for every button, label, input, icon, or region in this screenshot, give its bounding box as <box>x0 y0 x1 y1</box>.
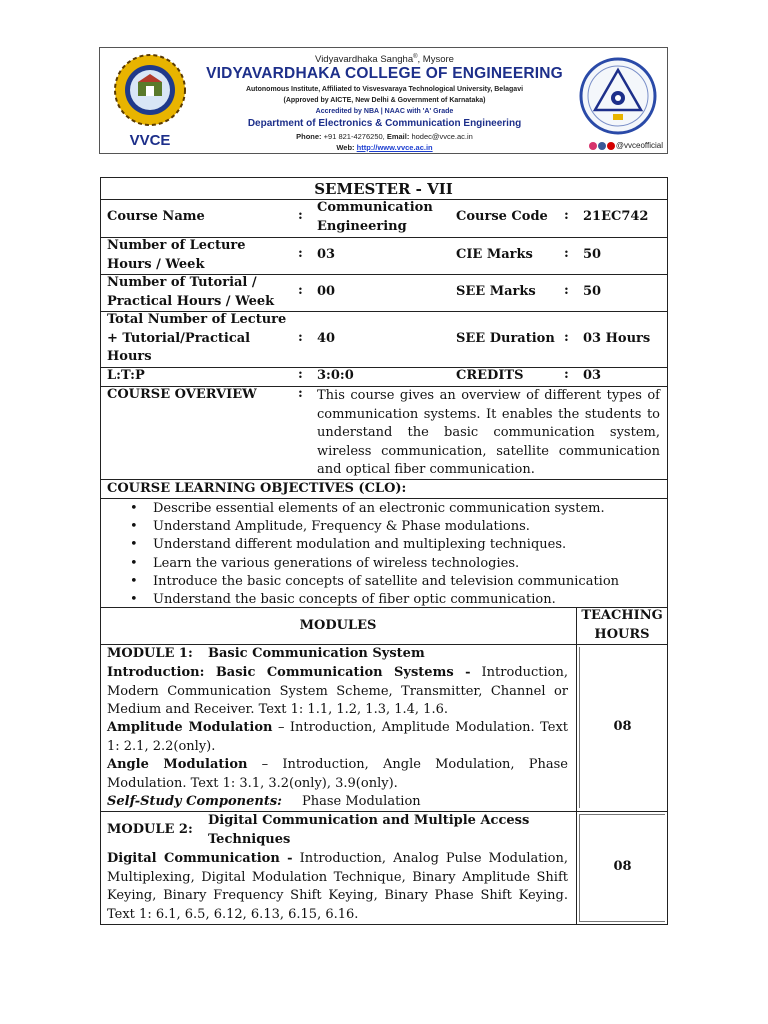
college-header-banner <box>99 47 668 154</box>
credits-label: CREDITS <box>456 368 524 383</box>
see-duration-value: 03 Hours <box>583 331 651 346</box>
semester-title: SEMESTER - VII <box>314 180 453 198</box>
teaching-hours-column-header: TEACHING HOURS <box>581 608 663 642</box>
website-link[interactable]: http://www.vvce.ac.in <box>356 143 433 152</box>
module-1-title: Basic Communication System <box>208 646 425 661</box>
department-name: Department of Electronics & Communication Engineering <box>247 118 522 129</box>
module-1-angle-modulation: Angle Modulation – Introduction, Angle Modulation, Phase Modulation. Text 1: 3.1, 3.2(only), 3.9(only). <box>107 757 568 791</box>
list-item: • Learn the various generations of wireless technologies. <box>106 555 666 573</box>
modules-column-header: MODULES <box>299 618 377 633</box>
approval-text: (Approved by AICTE, New Delhi & Government of Karnataka) <box>283 97 486 104</box>
contact-line: Phone: +91 821-4276250, Email: hodec@vvce.ac.in <box>296 132 473 141</box>
module-1-introduction: Introduction: Basic Communication Systems - Introduction, Modern Communication System Scheme, Transmitter, Channel or Medium and Receiver. Text 1: 1.1, 1.2, 1.3, 1.4, 1.6. <box>107 665 569 717</box>
course-overview-text: This course gives an overview of different types of communication systems. It enables the students to understand the basic communication system, wireless communication, satellite communication and optical fiber communication. <box>317 388 660 477</box>
accreditation-text: Accredited by NBA | NAAC with 'A' Grade <box>315 108 454 115</box>
module-2-hours: 08 <box>613 859 632 874</box>
colon: : <box>298 246 303 261</box>
instagram-icon[interactable] <box>589 142 597 150</box>
web-line: Web: http://www.vvce.ac.in <box>336 143 433 152</box>
colon: : <box>298 208 303 223</box>
ltp-value: 3:0:0 <box>317 368 354 383</box>
module-2-title: Digital Communication and Multiple Access Techniques <box>208 813 530 847</box>
module-1-label: MODULE 1: <box>107 646 193 661</box>
lecture-hours-value: 03 <box>317 247 336 262</box>
clo-list <box>106 500 666 609</box>
sangha-name: Vidyavardhaka Sangha®, Mysore <box>315 54 454 66</box>
colon: : <box>298 330 303 345</box>
colon: : <box>298 386 303 401</box>
svg-text:VVCE: VVCE <box>129 132 171 149</box>
course-name-label: Course Name <box>107 209 205 224</box>
module-1-hours: 08 <box>613 719 632 734</box>
list-item: • Understand the basic concepts of fiber optic communication. <box>106 591 666 609</box>
youtube-icon[interactable] <box>607 142 615 150</box>
module-1-amplitude-modulation: Amplitude Modulation – Introduction, Amplitude Modulation. Text 1: 2.1, 2.2(only). <box>107 720 569 754</box>
affiliation-text: Autonomous Institute, Affiliated to Visvesvaraya Technological University, Belagavi <box>245 86 524 93</box>
ltp-label: L:T:P <box>107 368 145 383</box>
colon: : <box>298 283 303 298</box>
colon: : <box>564 330 569 345</box>
colon: : <box>298 367 303 382</box>
total-hours-value: 40 <box>317 331 336 346</box>
colon: : <box>564 208 569 223</box>
course-code-value: 21EC742 <box>583 209 649 224</box>
department-emblem <box>575 56 661 142</box>
clo-heading: COURSE LEARNING OBJECTIVES (CLO): <box>107 481 407 496</box>
tutorial-hours-value: 00 <box>317 284 336 299</box>
credits-value: 03 <box>583 368 602 383</box>
college-name: VIDYAVARDHAKA COLLEGE OF ENGINEERING <box>206 65 563 82</box>
tutorial-hours-label: Number of Tutorial / Practical Hours / Week <box>107 275 275 309</box>
course-overview-label: COURSE OVERVIEW <box>107 387 257 402</box>
colon: : <box>564 283 569 298</box>
cie-marks-label: CIE Marks <box>456 247 533 262</box>
see-marks-label: SEE Marks <box>456 284 536 299</box>
see-marks-value: 50 <box>583 284 602 299</box>
cie-marks-value: 50 <box>583 247 602 262</box>
colon: : <box>564 367 569 382</box>
course-code-label: Course Code <box>456 209 548 224</box>
module-1-self-study: Self-Study Components: Phase Modulation <box>107 794 421 809</box>
list-item: • Understand Amplitude, Frequency & Phase modulations. <box>106 518 666 536</box>
social-media-handles <box>589 141 663 150</box>
list-item: • Understand different modulation and multiplexing techniques. <box>106 536 666 554</box>
module-2-label: MODULE 2: <box>107 822 193 837</box>
total-hours-label: Total Number of Lecture + Tutorial/Practical Hours <box>107 312 287 364</box>
module-2-digital-communication: Digital Communication - Introduction, Analog Pulse Modulation, Multiplexing, Digital Modulation Technique, Binary Amplitude Shift Keying, Binary Frequency Shift Keying, Binary Phase Shift Keying. Text 1: 6.1, 6.5, 6.12, 6.13, 6.15, 6.16. <box>107 851 568 922</box>
course-name-value: Communication Engineering <box>317 200 433 234</box>
list-item: • Introduce the basic concepts of satellite and television communication <box>106 573 666 591</box>
colon: : <box>564 246 569 261</box>
list-item: • Describe essential elements of an electronic communication system. <box>106 500 666 518</box>
social-handle: @vvceofficial <box>615 141 663 150</box>
see-duration-label: SEE Duration <box>456 331 555 346</box>
lecture-hours-label: Number of Lecture Hours / Week <box>107 238 246 272</box>
facebook-icon[interactable] <box>598 142 606 150</box>
